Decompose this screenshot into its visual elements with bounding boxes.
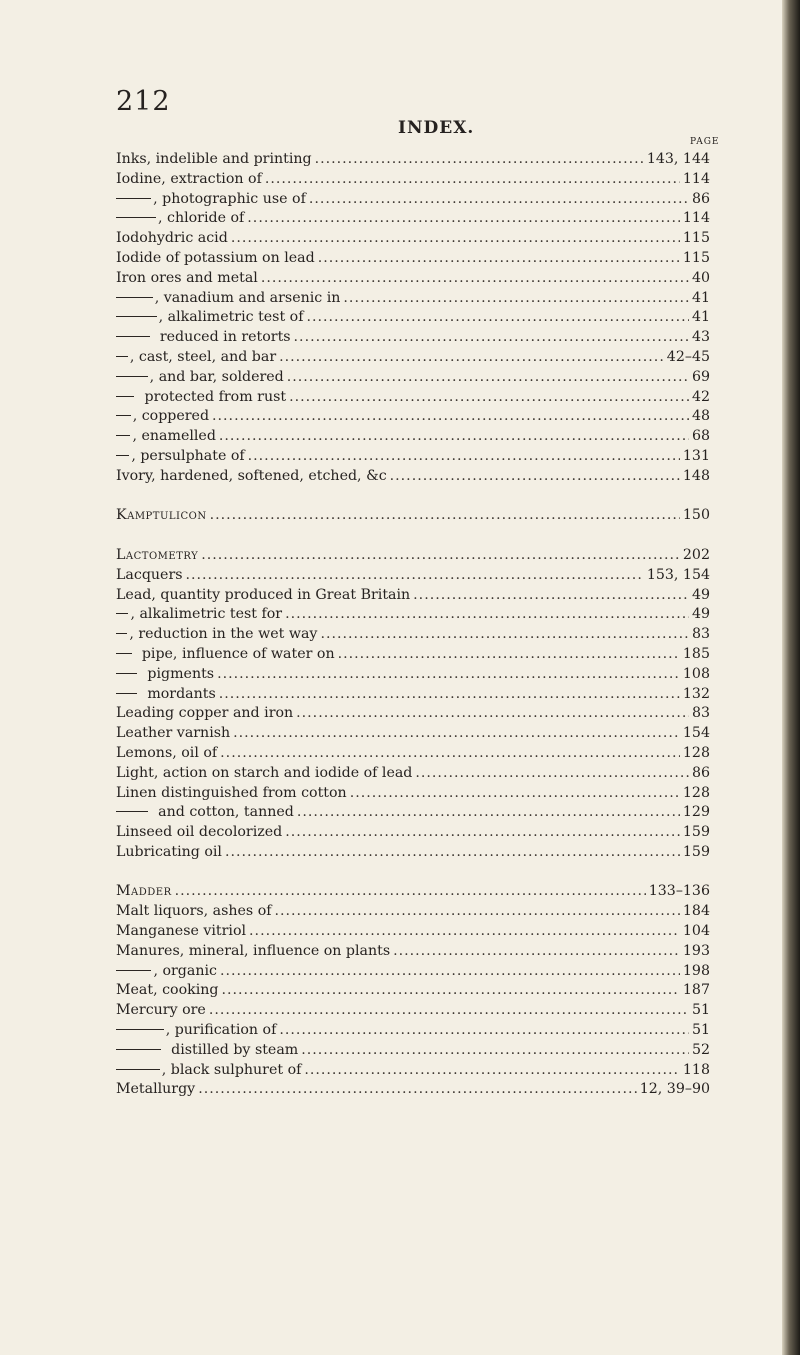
ditto-dash (116, 435, 130, 436)
ditto-dash (116, 673, 137, 674)
dot-leader (175, 882, 646, 902)
entry-text: Inks, indelible and printing (116, 151, 312, 167)
dot-leader (247, 209, 680, 229)
entry-text: Leather varnish (116, 725, 231, 742)
entry-text: pipe, influence of water on (141, 645, 335, 662)
entry-page: 159 (682, 843, 710, 860)
entry-page: 115 (682, 249, 710, 266)
index-entry (116, 823, 710, 843)
index-entry (116, 447, 710, 467)
index-entry (116, 764, 710, 784)
ditto-dash (116, 455, 129, 456)
entry-text: , vanadium and arsenic in (154, 289, 341, 306)
index-entry (116, 368, 710, 388)
entry-text: Lactometry (116, 546, 199, 563)
entry-text: Iodine, extraction of (116, 170, 262, 187)
entry-text: Lead, quantity produced in Great Britain (116, 586, 411, 603)
dot-leader (315, 150, 644, 170)
entry-page: 83 (691, 705, 710, 722)
dot-leader (219, 685, 680, 705)
entry-text: , coppered (132, 408, 210, 425)
entry-page: 42–45 (666, 348, 710, 365)
entry-text: Iodohydric acid (116, 230, 228, 247)
index-entry (116, 882, 710, 902)
index-entry (116, 407, 710, 427)
index-entry (116, 685, 710, 705)
index-entry (116, 1021, 710, 1041)
entry-page: 86 (691, 764, 710, 781)
entry-page: 83 (691, 626, 710, 643)
entry-text: Lemons, oil of (116, 744, 218, 761)
dot-leader (225, 843, 680, 863)
dot-leader (413, 586, 689, 606)
page-number: 212 (116, 86, 171, 117)
dot-leader (261, 269, 689, 289)
entry-text: Lubricating oil (116, 843, 222, 860)
index-entry (116, 902, 710, 922)
entry-page: 41 (691, 309, 710, 326)
dot-leader (212, 407, 689, 427)
dot-leader (233, 724, 680, 744)
entry-page: 51 (691, 1022, 710, 1039)
entry-page: 114 (682, 170, 710, 187)
ditto-dash (116, 415, 131, 416)
ditto-dash (116, 336, 150, 337)
dot-leader (279, 348, 664, 368)
index-entry (116, 1001, 710, 1021)
entry-text: , alkalimetric test of (158, 309, 304, 326)
entry-text: Manganese vitriol (116, 923, 247, 940)
entry-text: , photographic use of (153, 190, 306, 207)
dot-leader (304, 1061, 680, 1081)
ditto-dash (116, 316, 157, 317)
dot-leader (186, 566, 644, 586)
dot-leader (209, 1001, 689, 1021)
dot-leader (249, 922, 680, 942)
entry-page: 129 (682, 804, 710, 821)
dot-leader (296, 704, 689, 724)
dot-leader (231, 229, 680, 249)
index-entry (116, 467, 710, 487)
entry-text: Manures, mineral, influence on plants (116, 942, 391, 959)
index-entry (116, 843, 710, 863)
entry-text: Meat, cooking (116, 982, 219, 999)
entry-text: , and bar, soldered (149, 368, 284, 385)
dot-leader (320, 625, 688, 645)
index-entry (116, 506, 710, 526)
index-entry (116, 229, 710, 249)
index-entry (116, 348, 710, 368)
dot-leader (309, 190, 689, 210)
entry-page: 184 (682, 903, 710, 920)
ditto-dash (116, 1069, 160, 1070)
entry-page: 49 (691, 586, 710, 603)
index-entry (116, 150, 710, 170)
entry-text: mordants (147, 685, 216, 702)
entry-page: 187 (682, 982, 710, 999)
entry-text: and cotton, tanned (158, 804, 294, 821)
entry-text: , alkalimetric test for (130, 606, 283, 623)
dot-leader (275, 902, 680, 922)
entry-page: 51 (691, 1002, 710, 1019)
entry-text: Ivory, hardened, softened, etched, &c (116, 467, 387, 484)
index-entry (116, 1080, 710, 1100)
dot-leader (390, 467, 680, 487)
index-entry (116, 249, 710, 269)
index-entry (116, 170, 710, 190)
dot-leader (248, 447, 680, 467)
dot-leader (301, 1041, 689, 1061)
index-entry (116, 784, 710, 804)
entry-page: 193 (682, 942, 710, 959)
index-entry (116, 209, 710, 229)
entry-text: , organic (153, 962, 217, 979)
dot-leader (350, 784, 680, 804)
entry-page: 185 (682, 645, 710, 662)
entry-page: 42 (691, 388, 710, 405)
entry-page: 52 (691, 1041, 710, 1058)
entry-text: Lacquers (116, 566, 183, 583)
entry-page: 115 (682, 230, 710, 247)
dot-leader (220, 744, 680, 764)
entry-text: reduced in retorts (159, 329, 291, 346)
dot-leader (318, 249, 680, 269)
dot-leader (338, 645, 680, 665)
entry-page: 68 (691, 428, 710, 445)
ditto-dash (116, 653, 132, 654)
entry-page: 86 (691, 190, 710, 207)
dot-leader (415, 764, 689, 784)
entry-page: 198 (682, 962, 710, 979)
dot-leader (393, 942, 680, 962)
dot-leader (265, 170, 680, 190)
index-entry (116, 724, 710, 744)
index-entry (116, 546, 710, 566)
dot-leader (201, 546, 680, 566)
page-column-label: PAGE (690, 137, 720, 147)
entry-page: 143, 144 (646, 151, 710, 167)
entry-text: , cast, steel, and bar (129, 348, 277, 365)
entry-page: 133–136 (648, 883, 710, 900)
entry-page: 148 (682, 467, 710, 484)
section-gap (116, 863, 710, 883)
entry-page: 202 (682, 546, 710, 563)
dot-leader (285, 605, 689, 625)
entry-text: Light, action on starch and iodide of lead (116, 764, 413, 781)
index-entry (116, 1061, 710, 1081)
entry-text: Iron ores and metal (116, 269, 258, 286)
entry-page: 43 (691, 329, 710, 346)
index-entry (116, 289, 710, 309)
entry-text: distilled by steam (171, 1041, 299, 1058)
dot-leader (198, 1080, 637, 1100)
index-entry (116, 962, 710, 982)
dot-leader (294, 328, 689, 348)
entry-text: Iodide of potassium on lead (116, 249, 315, 266)
index-entry (116, 427, 710, 447)
ditto-dash (116, 297, 153, 298)
entry-page: 48 (691, 408, 710, 425)
ditto-dash (116, 970, 151, 971)
entry-text: , reduction in the wet way (129, 626, 318, 643)
ditto-dash (116, 356, 128, 357)
entry-text: pigments (147, 665, 215, 682)
entry-text: Metallurgy (116, 1081, 196, 1098)
entry-text: Malt liquors, ashes of (116, 903, 272, 920)
entry-text: Mercury ore (116, 1002, 206, 1019)
section-gap (116, 526, 710, 546)
index-entry (116, 625, 710, 645)
entry-text: , persulphate of (131, 447, 245, 464)
index-entry (116, 566, 710, 586)
ditto-dash (116, 198, 151, 199)
dot-leader (219, 427, 689, 447)
entry-text: , black sulphuret of (161, 1061, 302, 1078)
dot-leader (343, 289, 689, 309)
ditto-dash (116, 811, 148, 812)
index-entry (116, 665, 710, 685)
entry-page: 153, 154 (646, 566, 710, 583)
entry-text: , purification of (165, 1022, 277, 1039)
ditto-dash (116, 376, 148, 377)
index-entry (116, 922, 710, 942)
entry-page: 114 (682, 210, 710, 227)
ditto-dash (116, 1029, 164, 1030)
index-entry (116, 1041, 710, 1061)
ditto-dash (116, 217, 156, 218)
dot-leader (287, 368, 689, 388)
entry-page: 40 (691, 269, 710, 286)
entry-text: Madder (116, 883, 172, 900)
entry-text: Linseed oil decolorized (116, 824, 283, 841)
dot-leader (279, 1021, 689, 1041)
ditto-dash (116, 693, 137, 694)
entry-text: Linen distinguished from cotton (116, 784, 347, 801)
entry-text: Leading copper and iron (116, 705, 294, 722)
index-entry (116, 803, 710, 823)
index-entry (116, 704, 710, 724)
index-entry (116, 388, 710, 408)
entry-page: 131 (682, 447, 710, 464)
entry-page: 104 (682, 923, 710, 940)
index-entry (116, 269, 710, 289)
entry-text: protected from rust (144, 388, 287, 405)
dot-leader (306, 308, 688, 328)
index-entry (116, 586, 710, 606)
ditto-dash (116, 613, 128, 614)
ditto-dash (116, 633, 127, 634)
entry-page: 108 (682, 665, 710, 682)
entry-page: 154 (682, 725, 710, 742)
entry-page: 150 (682, 507, 710, 524)
index-entry (116, 605, 710, 625)
section-gap (116, 487, 710, 507)
index-entry (116, 744, 710, 764)
dot-leader (220, 962, 680, 982)
entry-text: Kamptulicon (116, 507, 207, 524)
entry-page: 159 (682, 824, 710, 841)
dot-leader (297, 803, 680, 823)
entry-page: 49 (691, 606, 710, 623)
entry-page: 41 (691, 289, 710, 306)
entry-page: 128 (682, 744, 710, 761)
book-edge-shadow (782, 0, 800, 1355)
dot-leader (285, 823, 680, 843)
entry-page: 128 (682, 784, 710, 801)
index-entry (116, 308, 710, 328)
running-head: INDEX. (398, 118, 475, 138)
entry-text: , enamelled (132, 428, 216, 445)
ditto-dash (116, 396, 134, 397)
dot-leader (217, 665, 680, 685)
entry-page: 118 (682, 1061, 710, 1078)
entry-page: 69 (691, 368, 710, 385)
entry-page: 12, 39–90 (639, 1081, 710, 1098)
index-entry (116, 981, 710, 1001)
index-entry (116, 645, 710, 665)
index-entry (116, 328, 710, 348)
dot-leader (289, 388, 689, 408)
entry-page: 132 (682, 685, 710, 702)
dot-leader (222, 981, 680, 1001)
index-entry (116, 190, 710, 210)
dot-leader (210, 506, 680, 526)
ditto-dash (116, 1049, 161, 1050)
entry-text: , chloride of (158, 210, 245, 227)
index-entries (116, 150, 710, 1100)
index-entry (116, 942, 710, 962)
